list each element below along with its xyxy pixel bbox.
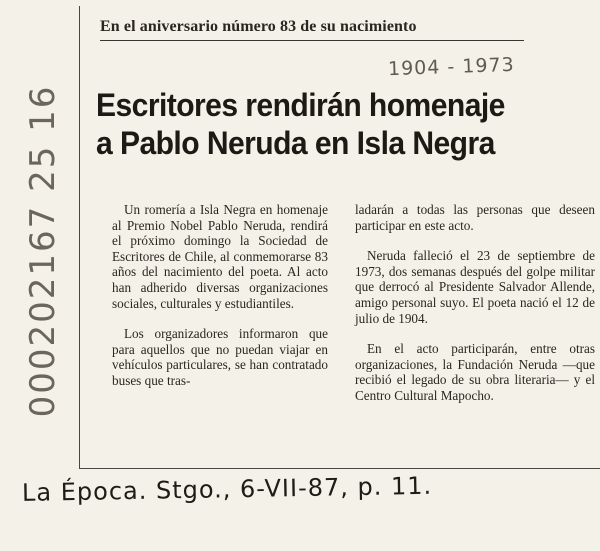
article-kicker: En el aniversario número 83 de su nacimiento	[100, 18, 524, 41]
handwritten-archive-id: 000202167 25 16	[23, 84, 63, 418]
handwritten-years-note: 1904 - 1973	[387, 53, 516, 81]
clipping-bottom-border	[79, 468, 600, 469]
paragraph: En el acto participarán, entre otras organizaciones, la Fundación Neruda —que recibió el legado de su obra literaria— y el Centro Cultural Mapocho.	[355, 341, 595, 403]
paragraph: ladarán a todas las personas que deseen participar en este acto.	[355, 202, 595, 233]
article-headline	[96, 86, 566, 162]
article-column-left	[112, 202, 328, 404]
handwritten-source-note: La Época. Stgo., 6-VII-87, p. 11.	[21, 471, 433, 507]
article-column-right	[355, 202, 595, 419]
headline-line-2: a Pablo Neruda en Isla Negra	[96, 125, 495, 161]
paragraph: Los organizadores informaron que para aquellos que no puedan viajar en vehículos particulares, se han contratado buses que tras-	[112, 326, 328, 388]
clipping-left-border	[79, 6, 80, 469]
headline-line-1: Escritores rendirán homenaje	[96, 87, 505, 123]
paragraph: Neruda falleció el 23 de septiembre de 1973, dos semanas después del golpe militar que derrocó al Presidente Salvador Allende, amigo personal suyo. El poeta nació el 12 de julio de 1904.	[355, 248, 595, 326]
paragraph: Un romería a Isla Negra en homenaje al Premio Nobel Pablo Neruda, rendirá el próximo domingo la Sociedad de Escritores de Chile, al conmemorarse 83 años del nacimiento del poeta. Al acto han adherido diversas organizaciones sociales, culturales y estudiantiles.	[112, 202, 328, 311]
